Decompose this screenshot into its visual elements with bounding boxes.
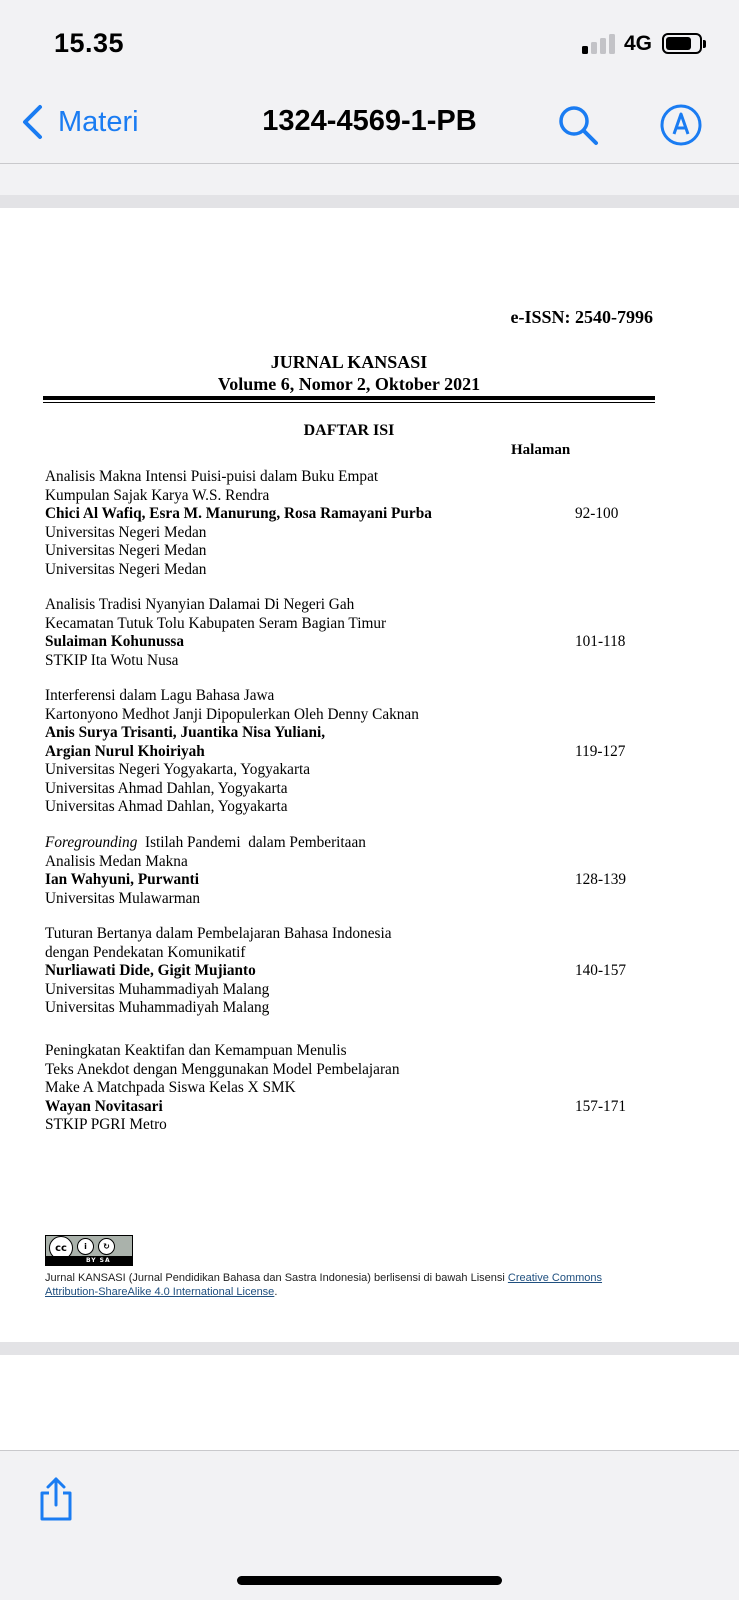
toc-entry[interactable]	[45, 687, 645, 817]
toc-authors: Nurliawati Dide, Gigit Mujianto	[45, 962, 256, 979]
toc-entry[interactable]	[45, 1042, 645, 1135]
markup-pen-icon[interactable]	[659, 103, 703, 147]
toc-line: Kumpulan Sajak Karya W.S. Rendra	[45, 486, 270, 504]
sa-icon: ↻	[98, 1238, 115, 1255]
toc-authors: Ian Wahyuni, Purwanti	[45, 871, 200, 888]
cc-icon: cc	[49, 1236, 73, 1260]
toc-line: Universitas Negeri Medan	[45, 523, 207, 541]
toc-page-range: 140-157	[575, 962, 626, 979]
issn: e-ISSN: 2540-7996	[510, 307, 653, 327]
toc-line: STKIP Ita Wotu Nusa	[45, 651, 179, 669]
status-bar	[0, 0, 739, 90]
toc-entry[interactable]	[45, 834, 645, 908]
pdf-page[interactable]	[0, 208, 739, 1342]
signal-icon	[582, 34, 616, 54]
toc-page-range: 92-100	[575, 505, 619, 522]
by-icon: i	[77, 1238, 94, 1255]
toc-authors: Argian Nurul Khoiriyah	[45, 742, 205, 760]
toc-authors: Sulaiman Kohunussa	[45, 633, 185, 650]
home-indicator[interactable]	[237, 1576, 502, 1585]
toc-line: Universitas Negeri Medan	[45, 542, 207, 559]
license-suffix: .	[274, 1286, 278, 1298]
toc-line: Teks Anekdot dengan Menggunakan Model Pembelajaran	[45, 1060, 400, 1078]
toc-line	[45, 834, 645, 853]
license-text	[45, 1271, 645, 1299]
license-link[interactable]: Creative Commons Attribution-ShareAlike 4.0 International License	[45, 1272, 603, 1298]
toc-line: Universitas Ahmad Dahlan, Yogyakarta	[45, 798, 288, 815]
toc-authors: Wayan Novitasari	[45, 1097, 163, 1115]
toc-line: Kecamatan Tutuk Tolu Kabupaten Seram Bagian Timur	[45, 614, 387, 632]
toc-line: Analisis Makna Intensi Puisi-puisi dalam Buku Empat	[45, 468, 379, 485]
toc-line: dengan Pendekatan Komunikatif	[45, 943, 246, 961]
page-gap	[0, 195, 739, 208]
cc-by-sa-badge[interactable]	[45, 1235, 133, 1266]
toc-italic-term: Foregrounding	[45, 834, 138, 851]
toc-line: Interferensi dalam Lagu Bahasa Jawa	[45, 687, 275, 704]
toc-line: Universitas Ahmad Dahlan, Yogyakarta	[45, 779, 288, 797]
toc-authors: Chici Al Wafiq, Esra M. Manurung, Rosa Ramayani Purba	[45, 505, 432, 522]
toc-line: Universitas Muhammadiyah Malang	[45, 999, 270, 1016]
toc-authors: Anis Surya Trisanti, Juantika Nisa Yuliani,	[45, 724, 326, 741]
toc-line: Universitas Negeri Medan	[45, 560, 207, 578]
toc-entry[interactable]	[45, 468, 645, 579]
cc-badge-label: BY SA	[46, 1256, 132, 1265]
toc-entry[interactable]	[45, 925, 645, 1018]
back-label: Materi	[58, 105, 139, 138]
toc-line: Kartonyono Medhot Janji Dipopulerkan Oleh Denny Caknan	[45, 705, 419, 723]
toc-page-range: 119-127	[575, 742, 626, 760]
toc-line: Make A Matchpada Siswa Kelas X SMK	[45, 1079, 296, 1096]
toc-page-range: 101-118	[575, 633, 626, 650]
nav-bar	[0, 90, 739, 164]
battery-icon	[662, 33, 702, 54]
toc-line: Peningkatan Keaktifan dan Kemampuan Menulis	[45, 1042, 347, 1059]
journal-header	[0, 351, 698, 395]
page-gap	[0, 1342, 739, 1355]
journal-volume: Volume 6, Nomor 2, Oktober 2021	[217, 374, 481, 394]
search-icon[interactable]	[556, 103, 600, 147]
network-type: 4G	[624, 32, 653, 55]
toc-line: Analisis Medan Makna	[45, 852, 188, 870]
toc-page-range: 128-139	[575, 871, 626, 888]
bottom-toolbar	[0, 1452, 739, 1600]
status-time: 15.35	[54, 28, 125, 58]
toc-line-text: Istilah Pandemi dalam Pemberitaan	[137, 834, 366, 851]
toc-page-range: 157-171	[575, 1097, 626, 1115]
document-title: 1324-4569-1-PB	[262, 105, 477, 137]
share-icon[interactable]	[37, 1476, 75, 1522]
divider	[43, 396, 655, 400]
toc-line: Universitas Muhammadiyah Malang	[45, 980, 270, 998]
divider	[43, 402, 655, 403]
toc-title: DAFTAR ISI	[303, 422, 395, 439]
journal-title: JURNAL KANSASI	[270, 352, 428, 372]
toc-entry[interactable]	[45, 596, 645, 670]
toc-line: Universitas Mulawarman	[45, 889, 201, 907]
toc-line: Universitas Negeri Yogyakarta, Yogyakarta	[45, 761, 311, 778]
license-statement: Jurnal KANSASI (Jurnal Pendidikan Bahasa dan Sastra Indonesia) berlisensi di bawah Lisensi	[45, 1272, 508, 1284]
toc-line: STKIP PGRI Metro	[45, 1116, 167, 1133]
toc-line: Analisis Tradisi Nyanyian Dalamai Di Negeri Gah	[45, 596, 355, 613]
page-column-header: Halaman	[511, 442, 571, 458]
toc-line: Tuturan Bertanya dalam Pembelajaran Bahasa Indonesia	[45, 925, 392, 942]
next-page-area	[0, 1355, 739, 1451]
